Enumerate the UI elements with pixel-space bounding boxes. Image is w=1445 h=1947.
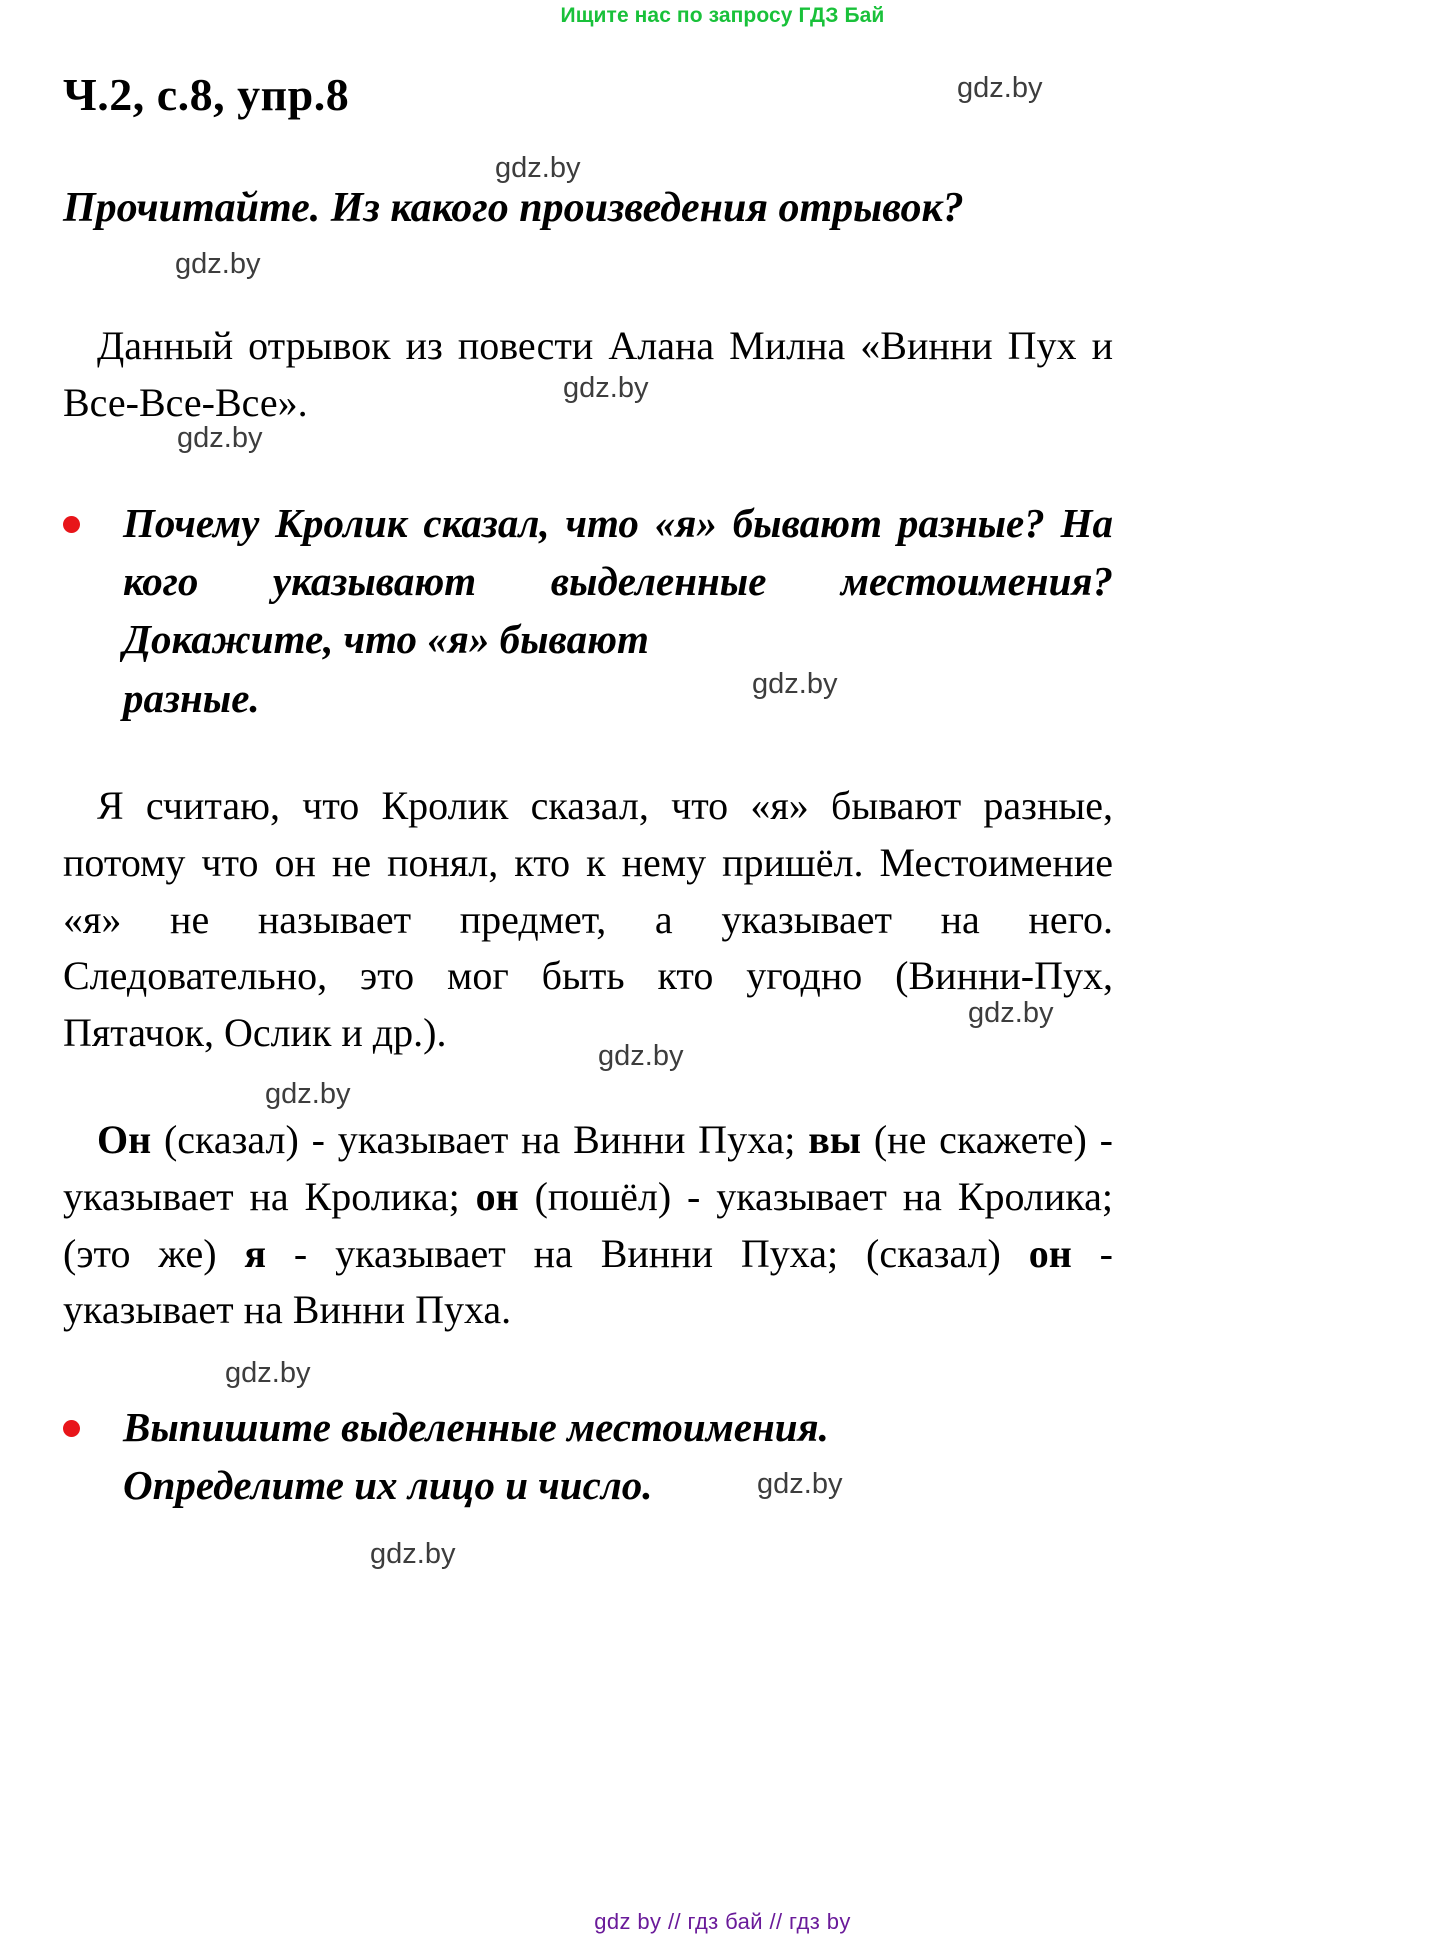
pronoun-text: (пошёл) - указывает на Кролика; (это же) bbox=[63, 1173, 1113, 1276]
gdz-watermark: gdz.by bbox=[563, 372, 649, 404]
gdz-watermark: gdz.by bbox=[957, 72, 1043, 104]
footer-links: gdz by // гдз бай // гдз by bbox=[594, 1909, 851, 1934]
question-text-1-main: Почему Кролик сказал, что «я» бывают разные? На кого указывают выделенные местоимения? Докажите, что «я» бывают bbox=[123, 500, 1113, 663]
pronoun-analysis-paragraph bbox=[63, 1112, 1113, 1339]
pronoun-highlight: он bbox=[475, 1173, 519, 1219]
gdz-watermark: gdz.by bbox=[370, 1538, 456, 1570]
gdz-watermark: gdz.by bbox=[752, 668, 838, 700]
promo-banner: Ищите нас по запросу ГДЗ Бай bbox=[560, 4, 885, 27]
exercise-reference: Ч.2, с.8, упр.8 bbox=[63, 69, 350, 120]
answer-intro-paragraph: Данный отрывок из повести Алана Милна «Винни Пух и Все-Все-Все». bbox=[63, 323, 1113, 425]
gdz-watermark: gdz.by bbox=[598, 1040, 684, 1072]
gdz-watermark: gdz.by bbox=[225, 1357, 311, 1389]
bullet-dot-icon bbox=[63, 1420, 80, 1437]
question-text-1 bbox=[123, 494, 1113, 727]
bullet-dot-icon bbox=[63, 516, 80, 533]
question-block-2 bbox=[63, 1398, 1113, 1514]
question-text-2-main: Выпишите выделенные местоимения. bbox=[123, 1404, 829, 1450]
gdz-watermark: gdz.by bbox=[265, 1078, 351, 1110]
answer-explanation-paragraph: Я считаю, что Кролик сказал, что «я» бывают разные, потому что он не понял, кто к нему пришёл. Местоимение «я» не называет предмет, а указывает на него. Следовательно, это мог быть кто угодно (Винни-Пух, Пятачок, Ослик и др.). bbox=[63, 783, 1113, 1056]
pronoun-highlight: вы bbox=[808, 1117, 862, 1162]
gdz-watermark: gdz.by bbox=[968, 997, 1054, 1029]
gdz-watermark: gdz.by bbox=[177, 422, 263, 454]
gdz-watermark: gdz.by bbox=[495, 152, 581, 184]
pronoun-text: (сказал) - указывает на Винни Пуха; bbox=[151, 1117, 809, 1162]
pronoun-text: (не скажете) - указывает на Кролика; bbox=[63, 1117, 1113, 1219]
question-text-1-tail: разные. bbox=[123, 674, 260, 721]
gdz-watermark: gdz.by bbox=[757, 1468, 843, 1500]
question-text-2 bbox=[123, 1398, 1113, 1514]
pronoun-text: - указывает на Винни Пуха; (сказал) bbox=[266, 1230, 1029, 1276]
question-text-2-tail: Определите их лицо и число. bbox=[123, 1462, 653, 1509]
pronoun-text: - указывает на Винни Пуха. bbox=[63, 1230, 1113, 1333]
pronoun-highlight: Он bbox=[97, 1117, 152, 1162]
pronoun-highlight: он bbox=[1028, 1230, 1072, 1276]
question-block-1 bbox=[63, 494, 1113, 727]
pronoun-highlight: я bbox=[244, 1230, 267, 1276]
gdz-watermark: gdz.by bbox=[175, 248, 261, 280]
task-heading: Прочитайте. Из какого произведения отрывок? bbox=[63, 185, 964, 231]
